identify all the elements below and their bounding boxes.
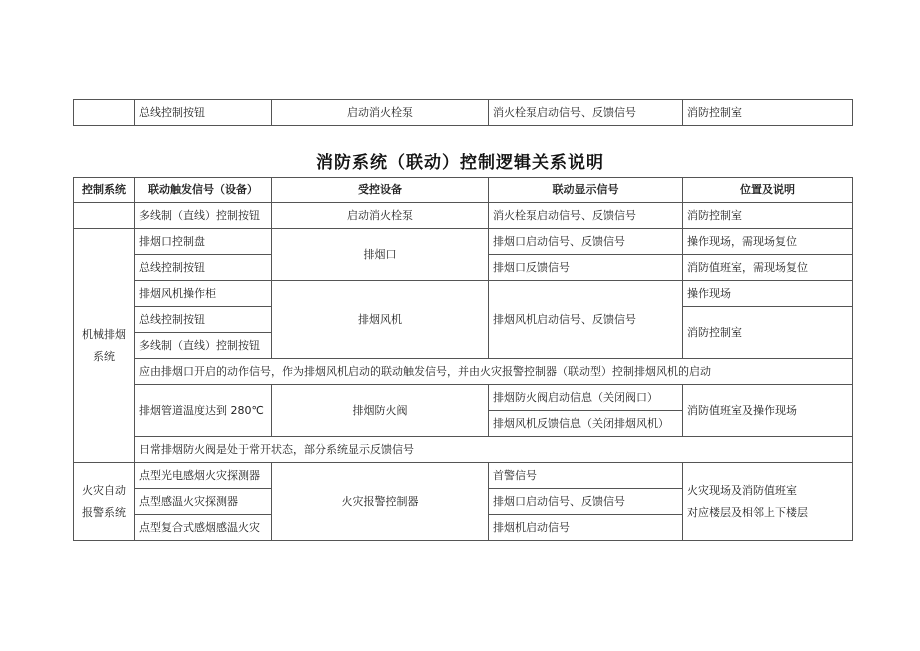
table-row [74, 229, 853, 255]
table-row [74, 281, 853, 307]
device-cell: 启动消火栓泵 [272, 203, 489, 229]
display-cell: 消火栓泵启动信号、反馈信号 [489, 100, 683, 126]
system-cell [74, 203, 135, 229]
control-logic-table [73, 177, 853, 541]
header-device: 受控设备 [272, 178, 489, 203]
trigger-cell: 总线控制按钮 [135, 100, 272, 126]
system-cell [74, 100, 135, 126]
trigger-cell: 多线制（直线）控制按钮 [135, 333, 272, 359]
location-cell: 消防控制室 [683, 307, 853, 359]
display-cell: 排烟风机反馈信息（关闭排烟风机） [489, 411, 683, 437]
trigger-cell: 点型感温火灾探测器 [135, 489, 272, 515]
table-row [74, 437, 853, 463]
header-trigger: 联动触发信号（设备） [135, 178, 272, 203]
note-cell: 日常排烟防火阀是处于常开状态，部分系统显示反馈信号 [135, 437, 853, 463]
system-cell-fire-alarm [74, 463, 135, 541]
system-name-line: 机械排烟 [82, 327, 126, 341]
table-row [74, 359, 853, 385]
header-row [74, 178, 853, 203]
location-cell [683, 463, 853, 541]
trigger-cell: 多线制（直线）控制按钮 [135, 203, 272, 229]
display-cell: 排烟风机启动信号、反馈信号 [489, 281, 683, 359]
table-row [74, 385, 853, 411]
header-system: 控制系统 [74, 178, 135, 203]
trigger-cell: 排烟管道温度达到 280℃ [135, 385, 272, 437]
device-cell: 排烟口 [272, 229, 489, 281]
display-cell: 排烟防火阀启动信息（关闭阀口） [489, 385, 683, 411]
trigger-cell: 点型复合式感烟感温火灾 [135, 515, 272, 541]
location-line: 对应楼层及相邻上下楼层 [687, 505, 808, 519]
system-name-line: 报警系统 [82, 505, 126, 519]
display-cell: 排烟机启动信号 [489, 515, 683, 541]
display-cell: 消火栓泵启动信号、反馈信号 [489, 203, 683, 229]
location-cell: 消防值班室，需现场复位 [683, 255, 853, 281]
location-line: 火灾现场及消防值班室 [687, 483, 797, 497]
display-cell: 排烟口启动信号、反馈信号 [489, 229, 683, 255]
top-table-fragment [73, 99, 853, 126]
device-cell: 排烟防火阀 [272, 385, 489, 437]
display-cell: 排烟口反馈信号 [489, 255, 683, 281]
display-cell: 首警信号 [489, 463, 683, 489]
document-title: 消防系统（联动）控制逻辑关系说明 [316, 153, 604, 173]
table-row [74, 463, 853, 489]
table-row [74, 100, 853, 126]
device-cell: 排烟风机 [272, 281, 489, 359]
device-cell: 火灾报警控制器 [272, 463, 489, 541]
trigger-cell: 排烟风机操作柜 [135, 281, 272, 307]
location-cell: 消防控制室 [683, 203, 853, 229]
location-cell: 消防控制室 [683, 100, 853, 126]
trigger-cell: 总线控制按钮 [135, 307, 272, 333]
location-cell: 操作现场，需现场复位 [683, 229, 853, 255]
location-cell: 操作现场 [683, 281, 853, 307]
system-name-line: 火灾自动 [82, 483, 126, 497]
display-cell: 排烟口启动信号、反馈信号 [489, 489, 683, 515]
table-row [74, 203, 853, 229]
location-cell: 消防值班室及操作现场 [683, 385, 853, 437]
header-display: 联动显示信号 [489, 178, 683, 203]
system-name-line: 系统 [93, 349, 115, 363]
trigger-cell: 点型光电感烟火灾探测器 [135, 463, 272, 489]
trigger-cell: 排烟口控制盘 [135, 229, 272, 255]
trigger-cell: 总线控制按钮 [135, 255, 272, 281]
note-cell: 应由排烟口开启的动作信号，作为排烟风机启动的联动触发信号，并由火灾报警控制器（联动型）控制排烟风机的启动 [135, 359, 853, 385]
system-cell-smoke [74, 229, 135, 463]
header-location: 位置及说明 [683, 178, 853, 203]
device-cell: 启动消火栓泵 [272, 100, 489, 126]
